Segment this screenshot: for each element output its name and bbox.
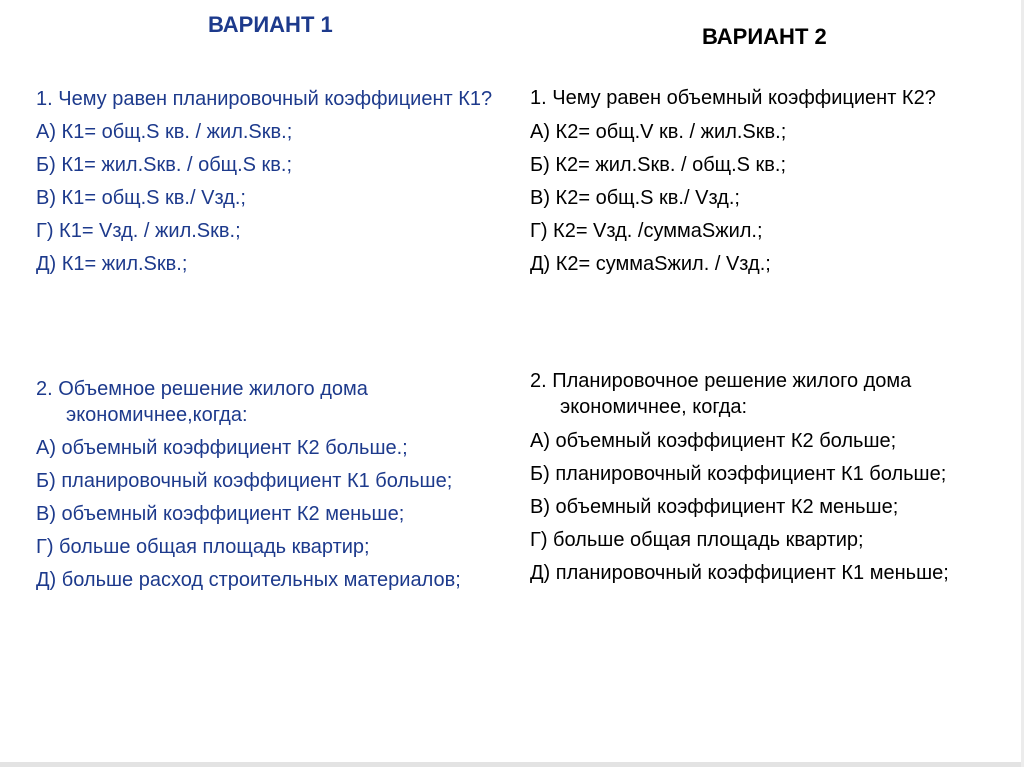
answer-option-g: Г) К2= Vзд. /суммаSжил.; [530,220,763,242]
answer-option-b: Б) планировочный коэффициент К1 больше; [36,470,453,492]
answer-option-v: В) К2= общ.S кв./ Vзд.; [530,187,740,209]
answer-option-a: А) объемный коэффициент К2 больше; [530,430,897,452]
answer-option-v: В) К1= общ.S кв./ Vзд.; [36,187,246,209]
answer-option-b: Б) К2= жил.Sкв. / общ.S кв.; [530,154,787,176]
answer-option-g: Г) К1= Vзд. / жил.Sкв.; [36,220,241,242]
answer-option-d: Д) планировочный коэффициент К1 меньше; [530,562,949,584]
answer-option-g: Г) больше общая площадь квартир; [530,529,864,551]
answer-option-b: Б) планировочный коэффициент К1 больше; [530,463,947,485]
answer-option-d: Д) К1= жил.Sкв.; [36,253,188,275]
question-text: 1. Чему равен объемный коэффициент К2? [530,87,936,109]
answer-option-d: Д) К2= суммаSжил. / Vзд.; [530,253,771,275]
variant-2-title: ВАРИАНТ 2 [702,24,827,49]
question-text: 1. Чему равен планировочный коэффициент К1? [36,88,493,110]
variant-1-question-2 [36,376,516,600]
slide-bottom-border [0,762,1024,767]
variant-2-question-2 [530,368,1010,593]
answer-option-b: Б) К1= жил.Sкв. / общ.S кв.; [36,154,293,176]
variant-2-question-1 [530,85,1010,284]
variant-1-question-1 [36,86,516,284]
answer-option-v: В) объемный коэффициент К2 меньше; [36,503,405,525]
variant-1-title: ВАРИАНТ 1 [208,12,333,37]
question-text: 2. Объемное решение жилого дома экономичнее,когда: [36,378,368,426]
answer-option-a: А) К1= общ.S кв. / жил.Sкв.; [36,121,293,143]
answer-option-a: А) К2= общ.V кв. / жил.Sкв.; [530,121,787,143]
answer-option-v: В) объемный коэффициент К2 меньше; [530,496,899,518]
answer-option-d: Д) больше расход строительных материалов; [36,569,461,591]
answer-option-a: А) объемный коэффициент К2 больше.; [36,437,408,459]
question-text: 2. Планировочное решение жилого дома экономичнее, когда: [530,370,912,418]
answer-option-g: Г) больше общая площадь квартир; [36,536,370,558]
